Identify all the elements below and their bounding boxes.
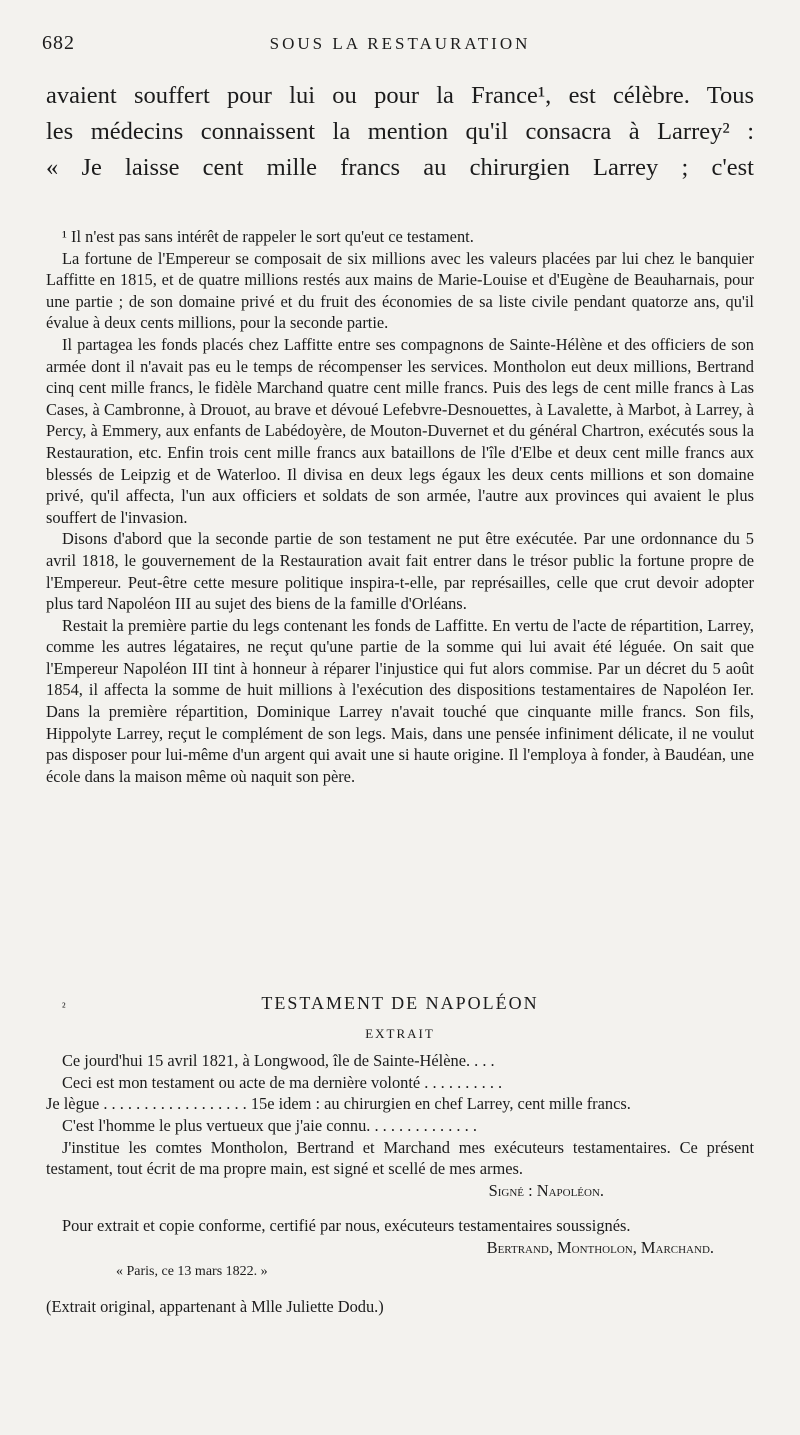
footnote-paragraph: La fortune de l'Empereur se composait de six millions avec les valeurs placées par lui chez le banquier Laffitte en 1815, et de quatre millions restés aux mains de Marie-Louise et d'Eugène de Beauharnais, pour une partie ; de son domaine privé et du fruit des économies de sa liste civile pendant quatorze ans, qu'il évalue à deux cents millions, pour la seconde partie. [46, 248, 754, 333]
testament-line: Ceci est mon testament ou acte de ma dernière volonté . . . . . . . . . . [62, 1072, 503, 1092]
footnote-paragraph: ¹ Il n'est pas sans intérêt de rappeler le sort qu'eut ce testament. [62, 227, 474, 246]
date-line: « Paris, ce 13 mars 1822. » [116, 1263, 268, 1279]
footnote-marker: ² [62, 1000, 66, 1014]
extrait-label: EXTRAIT [365, 1025, 435, 1041]
executors-signature: Bertrand, Montholon, Marchand. [486, 1237, 714, 1257]
body-line: avaient souffert pour lui ou pour la France¹, est célèbre. Tous [46, 82, 754, 109]
testament-line: J'institue les comtes Montholon, Bertrand et Marchand mes exécuteurs testamentaires. Ce présent testament, tout écrit de ma propre main, est signé et scellé de mes armes. [46, 1137, 754, 1179]
body-line: « Je laisse cent mille francs au chirurgien Larrey ; c'est [46, 154, 754, 181]
main-body-text [46, 78, 754, 186]
source-note: (Extrait original, appartenant à Mlle Juliette Dodu.) [46, 1297, 384, 1317]
testament-line: Ce jourd'hui 15 avril 1821, à Longwood, île de Sainte-Hélène. . . . [62, 1051, 495, 1071]
testament-signature: Signé : Napoléon. [488, 1180, 604, 1200]
footnote-1 [46, 226, 754, 787]
testament-line: Je lègue . . . . . . . . . . . . . . . . . . 15e idem : au chirurgien en chef Larrey, cent mille francs. [46, 1094, 631, 1114]
footnote-paragraph: Disons d'abord que la seconde partie de son testament ne put être exécutée. Par une ordonnance du 5 avril 1818, le gouvernement de la Restauration avait fait entrer dans le trésor public la fortune propre de l'Empereur. Peut-être cette mesure politique inspira-t-elle, par représailles, celle que crut devoir adopter plus tard Napoléon III au sujet des biens de la famille d'Orléans. [46, 529, 754, 614]
certification-text: Pour extrait et copie conforme, certifié par nous, exécuteurs testamentaires soussignés. [62, 1216, 631, 1236]
testament-title: TESTAMENT DE NAPOLÉON [261, 993, 539, 1013]
running-title: SOUS LA RESTAURATION [269, 34, 531, 53]
body-line: les médecins connaissent la mention qu'il consacra à Larrey² : [46, 118, 754, 145]
running-header [40, 32, 760, 58]
testament-line: C'est l'homme le plus vertueux que j'aie connu. . . . . . . . . . . . . . [62, 1115, 477, 1135]
page-number: 682 [42, 32, 75, 54]
footnote-paragraph: Il partagea les fonds placés chez Laffitte entre ses compagnons de Sainte-Hélène et des officiers de son armée dont il n'avait pas eu le temps de récompenser les services. Montholon eut deux millions, Bertrand cinq cent mille francs, le fidèle Marchand quatre cent mille francs. Puis des legs de cent mille francs à Las Cases, à Cambronne, à Drouot, au brave et dévoué Lefebvre-Desnouettes, à Lavalette, à Marbot, à Larrey, à Percy, à Emmery, aux enfants de Labédoyère, de Mouton-Duvernet et du général Chartron, exécutés sous la Restauration, etc. Enfin trois cent mille francs aux bataillons de l'île d'Elbe et deux cent mille francs aux blessés de Leipzig et de Waterloo. Il divisa en deux legs égaux les deux cents millions et son domaine privé, qu'il affecta, l'un aux officiers et soldats de son armée, l'autre aux provinces qui avaient le plus souffert de l'invasion. [46, 334, 754, 527]
footnote-paragraph: Restait la première partie du legs contenant les fonds de Laffitte. En vertu de l'acte de répartition, Larrey, comme les autres légataires, ne reçut qu'une partie de la somme qui lui avait été léguée. On sait que l'Empereur Napoléon III tint à honneur à réparer l'injustice qui fut alors commise. Par un décret du 5 août 1854, il affecta la somme de huit millions à l'exécution des dispositions testamentaires de Napoléon Ier. Dans la première répartition, Dominique Larrey n'avait touché que cinquante mille francs. Son fils, Hippolyte Larrey, reçut le complément de son legs. Mais, dans une pensée infiniment délicate, il ne voulut pas disposer pour lui-même d'un argent qui avait une si haute origine. Il l'employa à fonder, à Baudéan, une école dans la maison même où naquit son père. [46, 615, 754, 786]
footnote-2-testament [46, 993, 754, 1318]
